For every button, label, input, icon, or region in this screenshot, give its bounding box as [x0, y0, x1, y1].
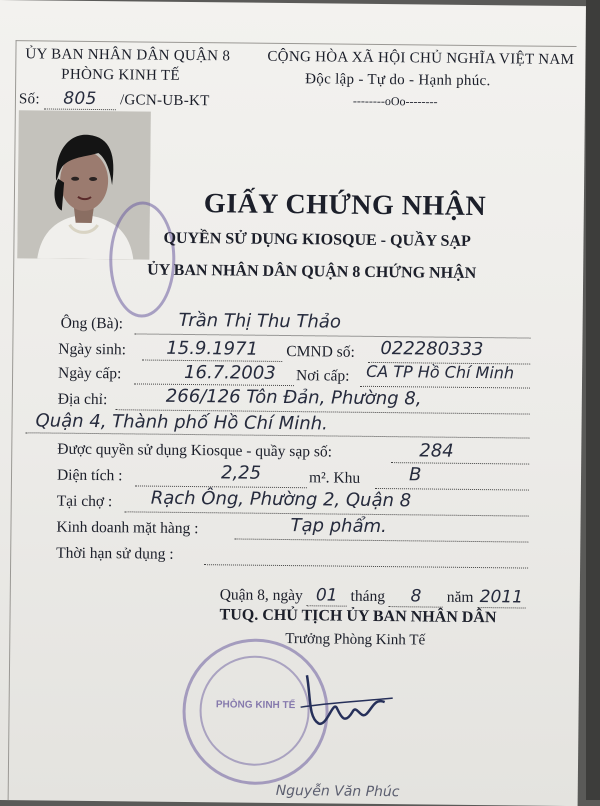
- document-subtitle: QUYỀN SỬ DỤNG KIOSQUE - QUẦY SẠP: [163, 229, 471, 250]
- document-number: [19, 88, 210, 111]
- goods-line: [234, 538, 528, 542]
- term-label: Thời hạn sử dụng :: [56, 544, 174, 563]
- photo-seal-stamp: [109, 201, 176, 318]
- date-prefix: Quận 8, ngày: [219, 586, 303, 605]
- market-label: Tại chợ :: [56, 492, 113, 511]
- id-label: CMND số:: [286, 343, 355, 361]
- issued-place-value: CA TP Hồ Chí Minh: [366, 361, 515, 383]
- zone-value: B: [408, 464, 422, 486]
- date-month: 8: [389, 586, 443, 608]
- address-label: Địa chỉ:: [57, 390, 108, 409]
- name-label: Ông (Bà):: [60, 314, 124, 333]
- number-suffix: /GCN-UB-KT: [119, 92, 210, 110]
- area-unit: m². Khu: [308, 469, 361, 487]
- background-edge: [586, 0, 600, 800]
- header-motto: Độc lập - Tự do - Hạnh phúc.: [305, 71, 491, 90]
- year-label: năm: [446, 588, 474, 606]
- seal-center-text: PHÒNG KINH TẾ: [215, 699, 296, 712]
- issued-date-value: 16.7.2003: [183, 361, 276, 384]
- signature-authority: TUQ. CHỦ TỊCH ỦY BAN NHÂN DÂN: [219, 606, 497, 627]
- date-year: 2011: [477, 587, 525, 609]
- header-divider: --------oOo--------: [352, 93, 438, 109]
- area-label: Diện tích :: [56, 466, 123, 485]
- address-value-2: Quận 4, Thành phố Hồ Chí Minh.: [35, 410, 328, 435]
- issue-date: [220, 584, 526, 608]
- header-country: CỘNG HÒA XÃ HỘI CHỦ NGHĨA VIỆT NAM: [267, 48, 575, 69]
- kiosk-value: 284: [419, 440, 454, 462]
- number-value: 805: [44, 88, 116, 110]
- dob-label: Ngày sinh:: [58, 340, 127, 359]
- number-label: Số:: [18, 91, 40, 108]
- kiosk-label: Được quyền sử dụng Kiosque - quầy sạp số:: [57, 440, 333, 461]
- month-label: tháng: [350, 587, 386, 606]
- id-value: 022280333: [380, 338, 484, 361]
- goods-value: Tạp phẩm.: [290, 515, 387, 538]
- issued-place-label: Nơi cấp:: [295, 367, 350, 385]
- term-line: [204, 564, 528, 568]
- signature-title: Trưởng Phòng Kinh Tế: [285, 631, 426, 649]
- document-title: GIẤY CHỨNG NHẬN: [203, 188, 487, 223]
- address-value-1: 266/126 Tôn Đản, Phường 8,: [165, 385, 422, 410]
- signer-name: Nguyễn Văn Phúc: [275, 782, 400, 801]
- header-committee: ỦY BAN NHÂN DÂN QUẬN 8: [25, 46, 231, 65]
- market-value: Rạch Ông, Phường 2, Quận 8: [150, 487, 412, 512]
- date-day: 01: [307, 585, 347, 606]
- issued-date-label: Ngày cấp:: [58, 364, 122, 383]
- goods-label: Kinh doanh mặt hàng :: [56, 518, 199, 538]
- name-value: Trần Thị Thu Thảo: [178, 309, 342, 333]
- signature-scribble: [292, 667, 403, 738]
- header-department: PHÒNG KINH TẾ: [61, 66, 180, 84]
- dob-value: 15.9.1971: [166, 337, 259, 360]
- certifier-heading: ỦY BAN NHÂN DÂN QUẬN 8 CHỨNG NHẬN: [147, 261, 477, 283]
- area-value: 2,25: [220, 462, 262, 484]
